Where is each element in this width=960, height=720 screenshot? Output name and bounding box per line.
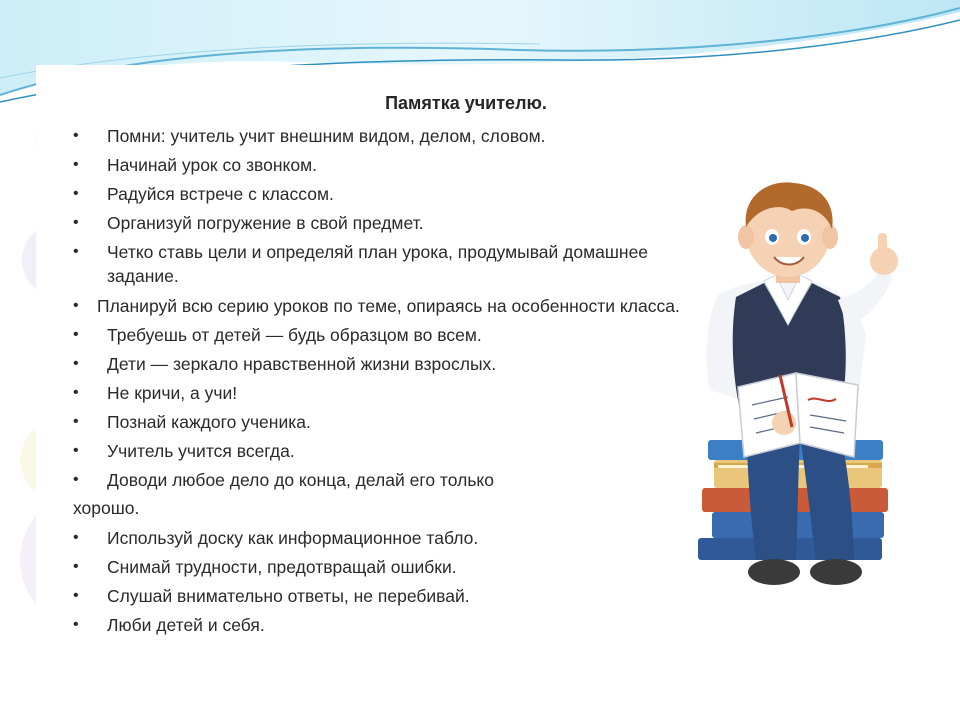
bullet: •: [73, 616, 79, 633]
list-item-text: Слушай внимательно ответы, не перебивай.: [107, 586, 470, 606]
list-item-text: Радуйся встрече с классом.: [107, 184, 334, 204]
list-item-text: Снимай трудности, предотвращай ошибки.: [107, 557, 457, 577]
bullet: •: [73, 243, 79, 260]
bullet: •: [73, 529, 79, 546]
list-item-text: Четко ставь цели и определяй план урока, продумывай домашнее: [107, 242, 649, 262]
bullet: •: [73, 297, 79, 314]
bullet: •: [73, 156, 79, 173]
memo-title: Памятка учителю.: [385, 93, 547, 113]
list-item-text: Люби детей и себя.: [107, 615, 265, 635]
list-item-text: Начинай урок со звонком.: [107, 155, 317, 175]
boy-with-book-icon: [688, 175, 908, 605]
bullet: •: [73, 355, 79, 372]
bullet: •: [73, 214, 79, 231]
list-item-text: Дети — зеркало нравственной жизни взрослых.: [107, 354, 497, 374]
list-item-text: Требуешь от детей — будь образцом во всем.: [107, 325, 482, 345]
list-item-text: Познай каждого ученика.: [107, 412, 311, 432]
bullet: •: [73, 471, 79, 488]
bullet: •: [73, 127, 79, 144]
list-item-text: Организуй погружение в свой предмет.: [107, 213, 424, 233]
bullet: •: [73, 185, 79, 202]
list-item-text: Помни: учитель учит внешним видом, делом, словом.: [107, 126, 546, 146]
bullet: •: [73, 413, 79, 430]
bullet: •: [73, 558, 79, 575]
bullet: •: [73, 442, 79, 459]
list-item-text: Используй доску как информационное табло.: [107, 528, 479, 548]
list-item-text: Не кричи, а учи!: [107, 383, 238, 403]
list-item-text: Планируй всю серию уроков по теме, опираясь на особенности класса.: [97, 296, 680, 316]
list-item-text: Учитель учится всегда.: [107, 441, 295, 461]
list-item-continuation: хорошо.: [73, 498, 140, 518]
list-item-continuation: задание.: [107, 266, 179, 286]
list-item-text: Доводи любое дело до конца, делай его только: [107, 470, 495, 490]
bullet: •: [73, 384, 79, 401]
bullet: •: [73, 587, 79, 604]
bullet: •: [73, 326, 79, 343]
